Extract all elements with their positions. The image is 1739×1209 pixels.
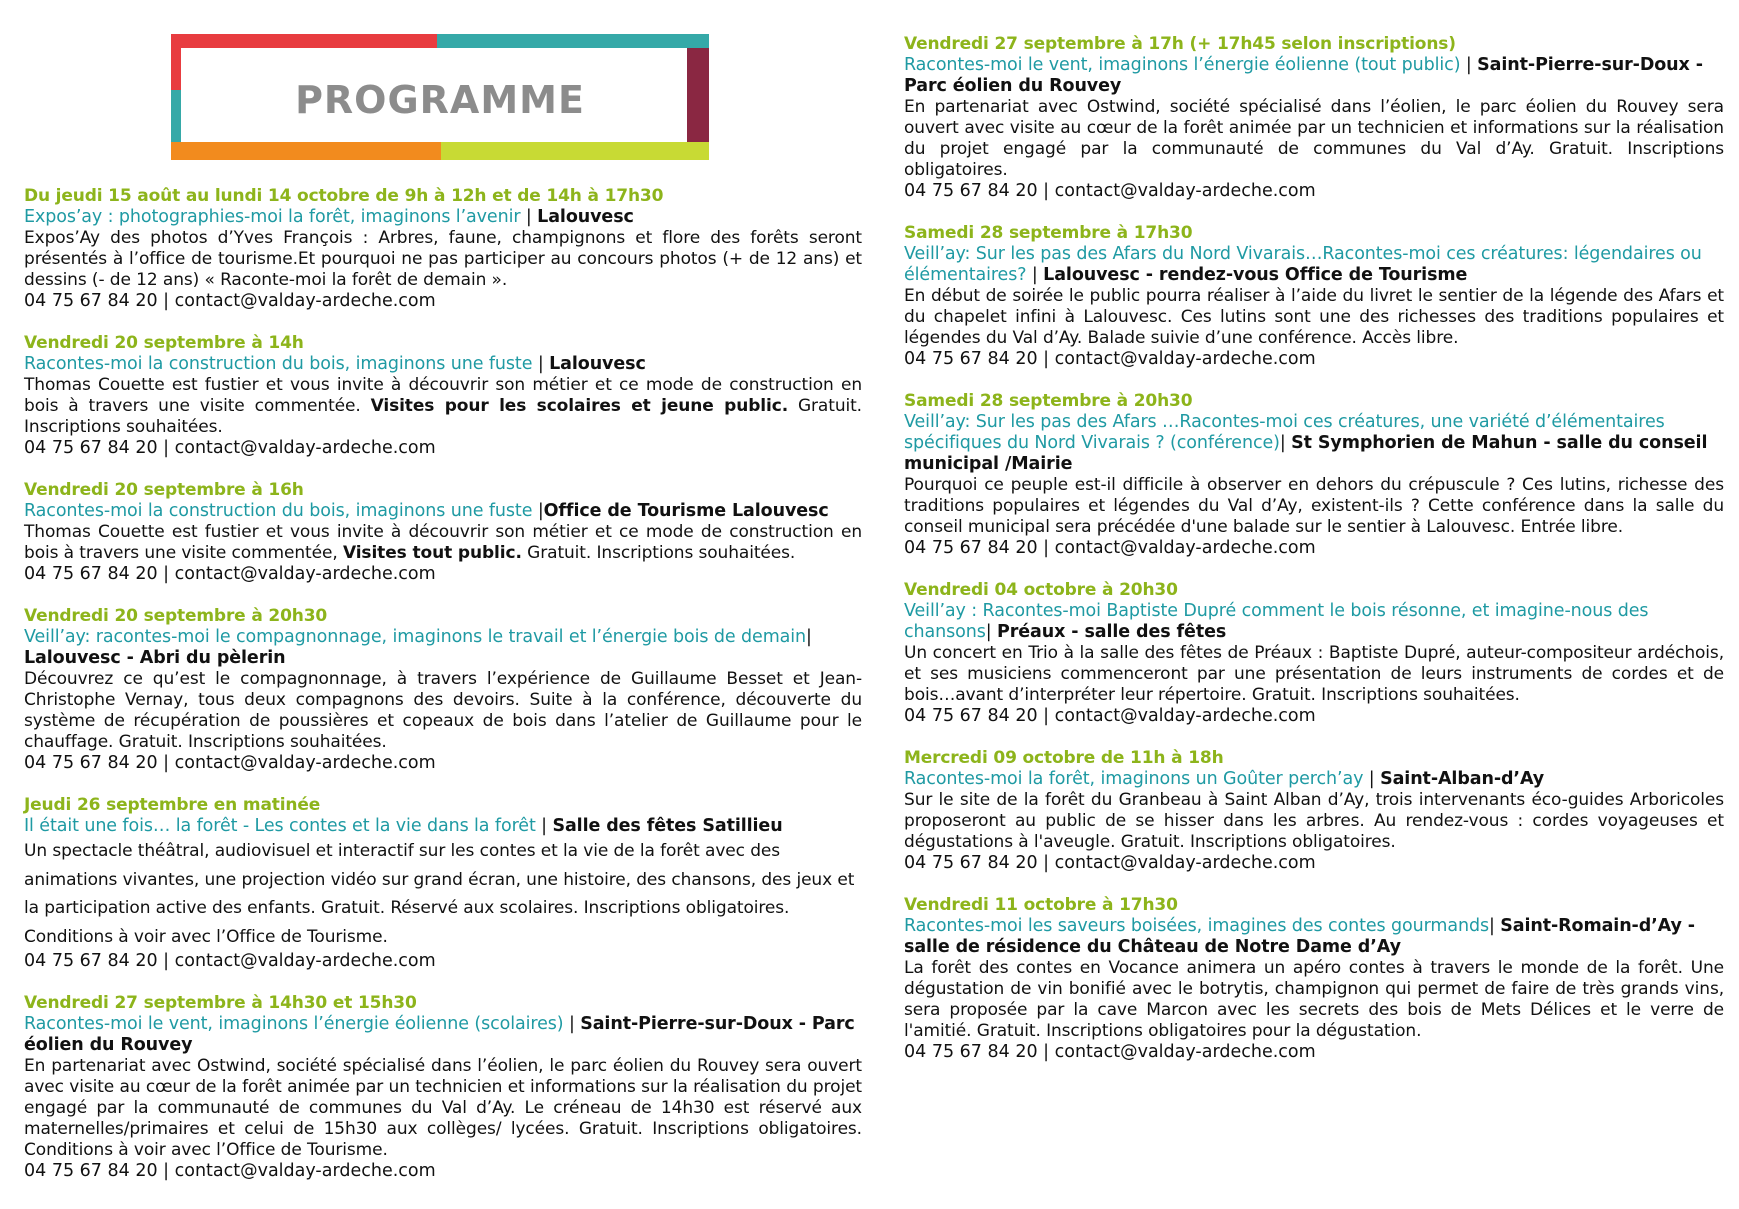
event-heading: [24, 501, 862, 522]
event-contact: 04 75 67 84 20 | contact@valday-ardeche.com: [904, 349, 1316, 369]
event-item: [24, 186, 862, 312]
event-heading: [24, 1014, 862, 1056]
event-heading: [24, 207, 862, 228]
header-bar-orange: [171, 142, 441, 160]
event-title: Veill’ay: racontes-moi le compagnonnage, imaginons le travail et l’énergie bois de demain: [24, 627, 807, 647]
event-location: Lalouvesc - Abri du pèlerin: [24, 648, 286, 668]
event-date: Jeudi 26 septembre en matinée: [24, 795, 321, 815]
event-location: Lalouvesc: [537, 207, 634, 227]
event-date: Vendredi 11 octobre à 17h30: [904, 895, 1178, 915]
event-title: Il était une fois… la forêt - Les contes et la vie dans la forêt: [24, 816, 536, 836]
event-description-text: Thomas Couette est fustier et vous invite à découvrir son métier et ce mode de construction en bois à travers une visite commentée.: [24, 375, 862, 416]
event-item: [24, 795, 862, 972]
event-contact: 04 75 67 84 20 | contact@valday-ardeche.com: [904, 706, 1316, 726]
event-item: [904, 391, 1724, 559]
event-separator: |: [563, 1014, 581, 1034]
programme-header: [171, 34, 709, 159]
event-title: Veill’ay: Sur les pas des Afars …Racontes-moi ces créatures, une variété d’élémentaires spécifiques du Nord Vivarais ? (conférence): [904, 412, 1665, 453]
event-location: Lalouvesc - rendez-vous Office de Tourisme: [1043, 265, 1468, 285]
event-contact: 04 75 67 84 20 | contact@valday-ardeche.com: [904, 853, 1316, 873]
event-description: En partenariat avec Ostwind, société spécialisé dans l’éolien, le parc éolien du Rouvey sera ouvert avec visite au cœur de la forêt animée par un technicien et informations sur la réalisation du projet engagé par la communauté de communes du Val d’Ay. Gratuit. Inscriptions obligatoires.: [904, 97, 1724, 180]
event-title: Racontes-moi la construction du bois, imaginons une fuste: [24, 501, 533, 521]
event-description: [24, 375, 862, 438]
event-description: Expos’Ay des photos d’Yves François : Arbres, faune, champignons et flore des forêts seront présentés à l’office de tourisme.Et pourquoi ne pas participer au concours photos (+ de 12 ans) et dessins (- de 12 ans) « Raconte-moi la forêt de demain ».: [24, 228, 862, 290]
event-title: Veill’ay: Sur les pas des Afars du Nord Vivarais…Racontes-moi ces créatures: légendaires ou élémentaires?: [904, 244, 1702, 285]
event-heading: [904, 55, 1724, 97]
event-contact: 04 75 67 84 20 | contact@valday-ardeche.com: [24, 564, 436, 584]
event-separator: |: [535, 816, 553, 836]
event-item: [904, 580, 1724, 727]
event-date: Vendredi 27 septembre à 14h30 et 15h30: [24, 993, 417, 1013]
event-item: [904, 34, 1724, 202]
event-item: [24, 480, 862, 585]
event-contact: 04 75 67 84 20 | contact@valday-ardeche.com: [24, 291, 436, 311]
event-description-text: Gratuit. Inscriptions souhaitées.: [24, 396, 862, 437]
event-separator: |: [520, 207, 538, 227]
event-heading: [904, 916, 1724, 958]
event-location: Saint-Romain-d’Ay - salle de résidence du Château de Notre Dame d’Ay: [904, 916, 1695, 957]
event-title: Racontes-moi le vent, imaginons l’énergie éolienne (tout public): [904, 55, 1461, 75]
event-heading: [904, 769, 1724, 790]
event-heading: [24, 354, 862, 375]
event-location: Saint-Pierre-sur-Doux - Parc éolien du Rouvey: [24, 1014, 855, 1055]
event-contact: 04 75 67 84 20 | contact@valday-ardeche.com: [904, 538, 1316, 558]
event-item: [904, 895, 1724, 1063]
event-title: Veill’ay : Racontes-moi Baptiste Dupré comment le bois résonne, et imagine-nous des chansons: [904, 601, 1649, 642]
event-date: Vendredi 04 octobre à 20h30: [904, 580, 1178, 600]
event-description: Un spectacle théâtral, audiovisuel et interactif sur les contes et la vie de la forêt avec des animations vivantes, une projection vidéo sur grand écran, une histoire, des chansons, des jeux et la participation active des enfants. Gratuit. Réservé aux scolaires. Inscriptions obligatoires. Conditions à voir avec l’Office de Tourisme.: [24, 841, 855, 947]
event-location: Salle des fêtes Satillieu: [552, 816, 783, 836]
header-bar-teal: [437, 34, 709, 48]
event-title: Racontes-moi la construction du bois, imaginons une fuste: [24, 354, 533, 374]
event-date: Vendredi 20 septembre à 14h: [24, 333, 304, 353]
event-location: Préaux - salle des fêtes: [997, 622, 1227, 642]
event-item: [904, 223, 1724, 370]
event-item: [904, 748, 1724, 874]
page-title: PROGRAMME: [295, 78, 585, 122]
event-description: Pourquoi ce peuple est-il difficile à observer en dehors du crépuscule ? Ces lutins, richesse des traditions populaires et légendes du Val d’Ay, existent-ils ? Cette conférence dans la salle du conseil municipal sera précédée d'une balade sur le sentier à Lalouvesc. Entrée libre.: [904, 475, 1724, 537]
event-separator: |: [532, 354, 550, 374]
event-location: Office de Tourisme Lalouvesc: [543, 501, 829, 521]
event-description: [24, 522, 862, 564]
event-date: Vendredi 20 septembre à 20h30: [24, 606, 328, 626]
header-bar-lime: [441, 142, 709, 160]
event-contact: 04 75 67 84 20 | contact@valday-ardeche.com: [24, 438, 436, 458]
event-heading: [904, 412, 1724, 475]
event-location: St Symphorien de Mahun - salle du conseil municipal /Mairie: [904, 433, 1708, 474]
event-heading: [24, 816, 862, 837]
event-separator: |: [1026, 265, 1044, 285]
event-title: Racontes-moi la forêt, imaginons un Goûter perch’ay: [904, 769, 1364, 789]
event-separator: |: [985, 622, 998, 642]
event-contact: 04 75 67 84 20 | contact@valday-ardeche.com: [24, 951, 436, 971]
event-heading: [904, 244, 1724, 286]
event-location: Lalouvesc: [549, 354, 646, 374]
event-title: Expos’ay : photographies-moi la forêt, imaginons l’avenir: [24, 207, 521, 227]
event-location: Saint-Pierre-sur-Doux - Parc éolien du Rouvey: [904, 55, 1703, 96]
event-description: Sur le site de la forêt du Granbeau à Saint Alban d’Ay, trois intervenants éco-guides Arboricoles proposeront au public de se hisser dans les arbres. Au rendez-vous : cordes voyageuses et dégustations à l'aveugle. Gratuit. Inscriptions obligatoires.: [904, 790, 1724, 852]
event-separator: |: [806, 627, 812, 647]
event-separator: |: [1488, 916, 1501, 936]
event-date: Vendredi 27 septembre à 17h (+ 17h45 selon inscriptions): [904, 34, 1456, 54]
event-item: [24, 606, 862, 774]
event-description-highlight: Visites tout public.: [342, 543, 522, 563]
event-contact: 04 75 67 84 20 | contact@valday-ardeche.com: [904, 1042, 1316, 1062]
event-description-highlight: Visites pour les scolaires et jeune public.: [370, 396, 789, 416]
event-location: Saint-Alban-d’Ay: [1380, 769, 1545, 789]
event-description: La forêt des contes en Vocance animera un apéro contes à travers le monde de la forêt. Une dégustation de vin bonifié avec le botrytis, champignon qui permet de faire de très grands vins, sera proposée par la cave Marcon avec les secrets des bois de Mets Délices et le verre de l'amitié. Gratuit. Inscriptions obligatoires pour la dégustation.: [904, 958, 1724, 1041]
event-item: [24, 333, 862, 459]
event-date: Samedi 28 septembre à 17h30: [904, 223, 1193, 243]
header-bar-red: [171, 34, 437, 48]
left-column: [24, 186, 862, 1203]
event-separator: |: [1363, 769, 1381, 789]
event-separator: |: [532, 501, 544, 521]
event-date: Mercredi 09 octobre de 11h à 18h: [904, 748, 1224, 768]
event-description: Découvrez ce qu’est le compagnonnage, à travers l’expérience de Guillaume Besset et Jean-Christophe Vernay, tous deux compagnons des devoirs. Suite à la conférence, découverte du système de récupération de poussières et copeaux de bois dans l’atelier de Guillaume pour le chauffage. Gratuit. Inscriptions souhaitées.: [24, 669, 862, 752]
event-heading: [24, 627, 862, 669]
event-item: [24, 993, 862, 1182]
event-date: Du jeudi 15 août au lundi 14 octobre de 9h à 12h et de 14h à 17h30: [24, 186, 664, 206]
event-date: Vendredi 20 septembre à 16h: [24, 480, 304, 500]
event-heading: [904, 601, 1724, 643]
event-description-text: Gratuit. Inscriptions souhaitées.: [521, 543, 796, 563]
event-title: Racontes-moi les saveurs boisées, imagines des contes gourmands: [904, 916, 1489, 936]
event-description: En début de soirée le public pourra réaliser à l’aide du livret le sentier de la légende des Afars et du chapelet infini à Lalouvesc. Ces lutins sont une des richesses des traditions populaires et légendes du Val d’Ay. Balade suivie d’une conférence. Accès libre.: [904, 286, 1724, 348]
event-title: Racontes-moi le vent, imaginons l’énergie éolienne (scolaires): [24, 1014, 564, 1034]
event-description: En partenariat avec Ostwind, société spécialisé dans l’éolien, le parc éolien du Rouvey sera ouvert avec visite au cœur de la forêt animée par un technicien et informations sur la réalisation du projet engagé par la communauté de communes du Val d’Ay. Le créneau de 14h30 est réservé aux maternelles/primaires et celui de 15h30 aux collèges/ lycées. Gratuit. Inscriptions obligatoires. Conditions à voir avec l’Office de Tourisme.: [24, 1056, 862, 1160]
right-column: [904, 34, 1724, 1084]
event-contact: 04 75 67 84 20 | contact@valday-ardeche.com: [24, 753, 436, 773]
event-description-text: Thomas Couette est fustier et vous invite à découvrir son métier et ce mode de construction en bois à travers une visite commentée,: [24, 522, 862, 563]
event-contact: 04 75 67 84 20 | contact@valday-ardeche.com: [904, 181, 1316, 201]
event-separator: |: [1460, 55, 1478, 75]
event-separator: |: [1279, 433, 1292, 453]
event-contact: 04 75 67 84 20 | contact@valday-ardeche.com: [24, 1161, 436, 1181]
event-description: Un concert en Trio à la salle des fêtes de Préaux : Baptiste Dupré, auteur-compositeur ardéchois, et ses musiciens commenceront par une présentation de leurs instruments de cordes et de bois…avant d’interpréter leur répertoire. Gratuit. Inscriptions souhaitées.: [904, 643, 1724, 705]
event-date: Samedi 28 septembre à 20h30: [904, 391, 1193, 411]
